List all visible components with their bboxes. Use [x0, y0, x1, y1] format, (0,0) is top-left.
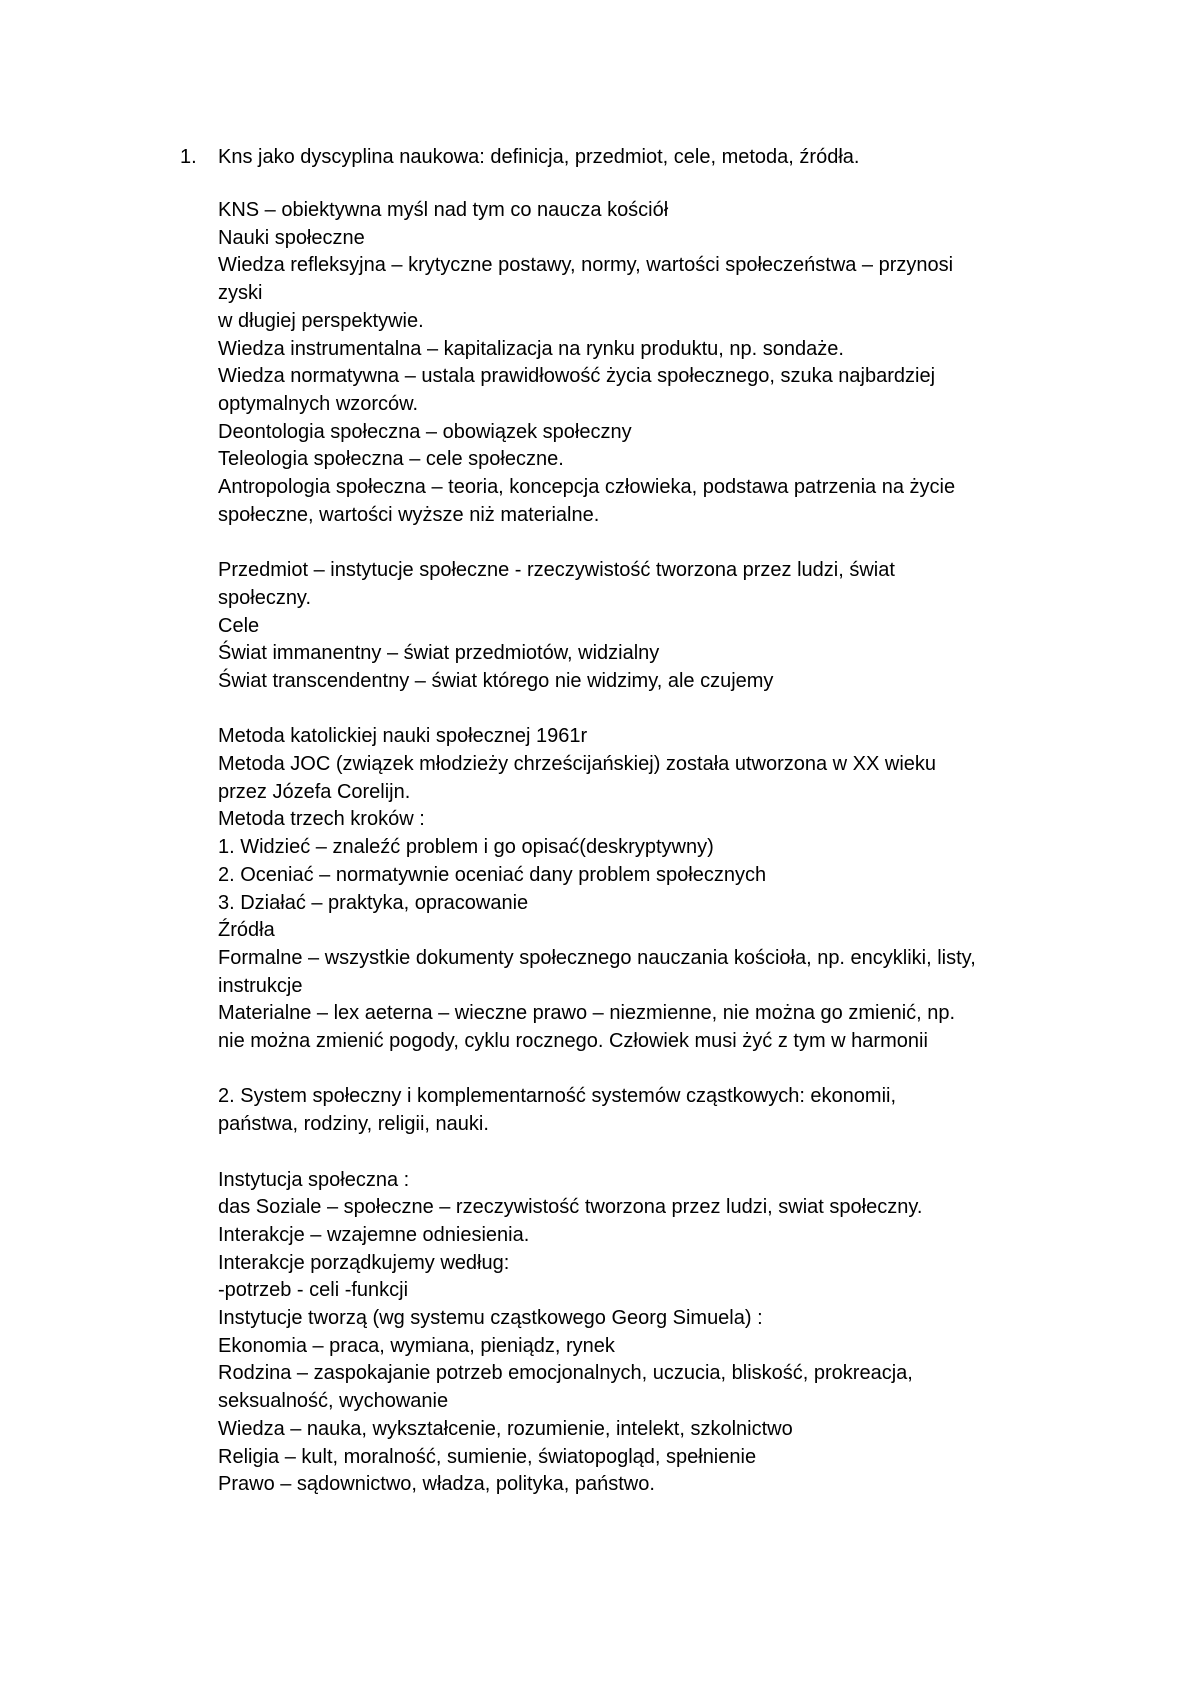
document-body: [218, 197, 1088, 1499]
text-line: Wiedza – nauka, wykształcenie, rozumienie, intelekt, szkolnictwo: [218, 1417, 793, 1440]
text-line: przez Józefa Corelijn.: [218, 780, 411, 803]
text-line: zyski: [218, 282, 263, 305]
section-2-heading-cont: państwa, rodziny, religii, nauki.: [218, 1113, 489, 1136]
text-line: 3. Działać – praktyka, opracowanie: [218, 891, 529, 914]
text-line: Świat immanentny – świat przedmiotów, widzialny: [218, 642, 660, 665]
text-line: Formalne – wszystkie dokumenty społecznego nauczania kościoła, np. encykliki, listy,: [218, 946, 976, 969]
text-line: Interakcje porządkujemy według:: [218, 1251, 510, 1274]
text-line: Materialne – lex aeterna – wieczne prawo – niezmienne, nie można go zmienić, np.: [218, 1002, 956, 1025]
text-line: -potrzeb - celi -funkcji: [218, 1279, 409, 1302]
text-line: das Soziale – społeczne – rzeczywistość tworzona przez ludzi, swiat społeczny.: [218, 1196, 923, 1219]
text-line: Nauki społeczne: [218, 226, 365, 249]
text-line: Instytucje tworzą (wg systemu cząstkowego Georg Simuela) :: [218, 1307, 763, 1330]
text-line: 2. Oceniać – normatywnie oceniać dany problem społecznych: [218, 863, 767, 886]
text-line: Świat transcendentny – świat którego nie widzimy, ale czujemy: [218, 669, 774, 692]
blank-line: [218, 1056, 1088, 1084]
text-line: instrukcje: [218, 974, 303, 997]
text-line: Instytucja społeczna :: [218, 1168, 410, 1191]
text-line: Prawo – sądownictwo, władza, polityka, państwo.: [218, 1473, 655, 1496]
text-line: Wiedza instrumentalna – kapitalizacja na rynku produktu, np. sondaże.: [218, 337, 844, 360]
text-line: Antropologia społeczna – teoria, koncepcja człowieka, podstawa patrzenia na życie: [218, 476, 956, 499]
blank-line: [218, 529, 1088, 557]
text-line: społeczne, wartości wyższe niż materialne.: [218, 503, 600, 526]
text-line: seksualność, wychowanie: [218, 1390, 449, 1413]
text-line: Metoda katolickiej nauki społecznej 1961r: [218, 725, 588, 748]
text-line: w długiej perspektywie.: [218, 309, 424, 332]
text-line: Religia – kult, moralność, sumienie, światopogląd, spełnienie: [218, 1445, 757, 1468]
text-line: Cele: [218, 614, 260, 637]
text-line: Przedmiot – instytucje społeczne - rzeczywistość tworzona przez ludzi, świat: [218, 559, 895, 582]
text-line: Ekonomia – praca, wymiana, pieniądz, rynek: [218, 1334, 615, 1357]
text-line: 1. Widzieć – znaleźć problem i go opisać(deskryptywny): [218, 836, 714, 859]
text-line: KNS – obiektywna myśl nad tym co naucza kościół: [218, 199, 669, 221]
text-line: nie można zmienić pogody, cyklu rocznego. Człowiek musi żyć z tym w harmonii: [218, 1030, 928, 1053]
text-line: Metoda JOC (związek młodzieży chrześcijańskiej) została utworzona w XX wieku: [218, 753, 937, 776]
text-line: Interakcje – wzajemne odniesienia.: [218, 1223, 530, 1246]
text-line: optymalnych wzorców.: [218, 392, 419, 415]
text-line: Deontologia społeczna – obowiązek społeczny: [218, 420, 632, 443]
section-1-heading: [180, 144, 859, 170]
blank-line: [218, 696, 1088, 724]
text-line: Teleologia społeczna – cele społeczne.: [218, 448, 564, 471]
text-line: Wiedza refleksyjna – krytyczne postawy, normy, wartości społeczeństwa – przynosi: [218, 254, 954, 277]
text-line: Wiedza normatywna – ustala prawidłowość życia społecznego, szuka najbardziej: [218, 365, 936, 388]
list-number: 1.: [180, 146, 197, 168]
text-line: społeczny.: [218, 586, 312, 609]
text-line: Metoda trzech kroków :: [218, 808, 425, 831]
blank-line: [218, 1139, 1088, 1167]
section-2-heading: 2. System społeczny i komplementarność systemów cząstkowych: ekonomii,: [218, 1085, 897, 1108]
text-line: Rodzina – zaspokajanie potrzeb emocjonalnych, uczucia, bliskość, prokreacja,: [218, 1362, 913, 1385]
text-line: Źródła: [218, 919, 275, 942]
section-1-title: Kns jako dyscyplina naukowa: definicja, przedmiot, cele, metoda, źródła.: [218, 146, 860, 168]
